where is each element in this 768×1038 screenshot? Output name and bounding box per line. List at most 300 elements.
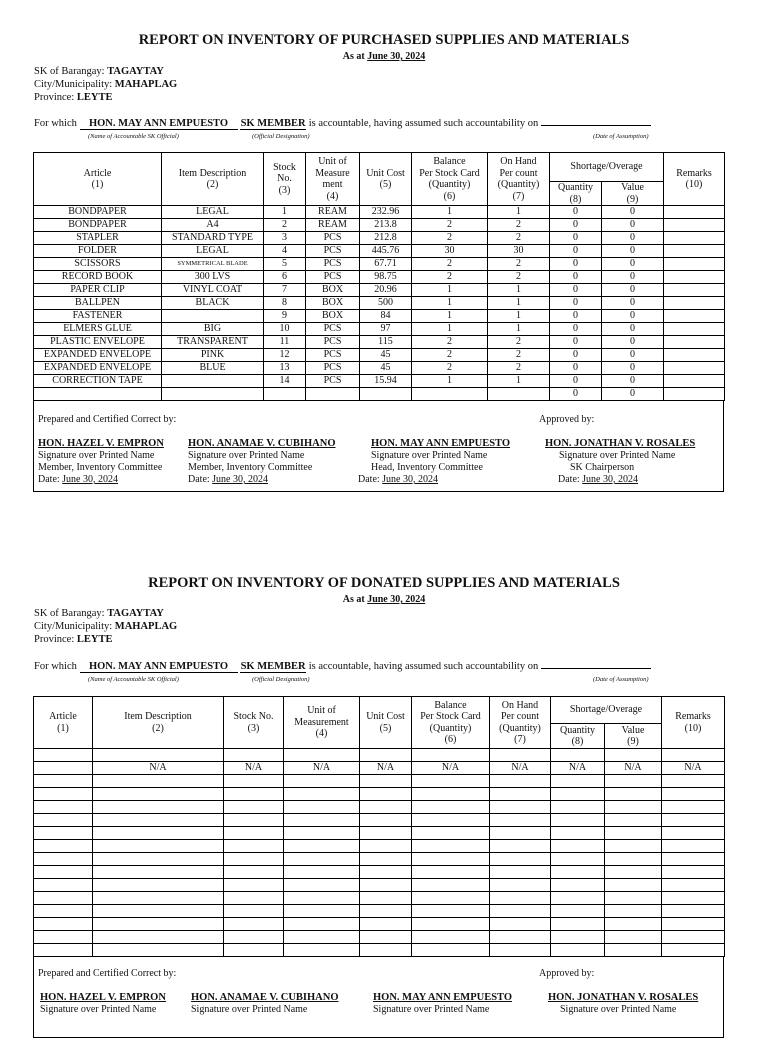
table-cell [605,866,662,879]
table-cell: PCS [306,232,360,245]
table-cell [284,853,360,866]
table-cell [551,840,605,853]
table-cell: 0 [602,323,664,336]
col-balance: Balance Per Stock Card (Quantity) (6) [412,153,488,206]
col-article: Article (1) [34,697,93,749]
table-cell [412,931,490,944]
table-cell [551,788,605,801]
table-cell: 5 [264,258,306,271]
table-cell: PINK [162,349,264,362]
table-cell [284,827,360,840]
table-cell: REAM [306,206,360,219]
table-cell [605,944,662,957]
donated-as-at: As at June 30, 2024 [342,594,426,605]
table-row [34,801,725,814]
table-cell: 84 [360,310,412,323]
table-cell: 2 [412,362,488,375]
table-cell [551,879,605,892]
table-cell [360,788,412,801]
table-cell: PCS [306,375,360,388]
table-cell [93,931,224,944]
table-cell [664,245,725,258]
table-cell [605,905,662,918]
table-row [34,362,725,375]
table-cell [34,840,93,853]
table-cell [162,310,264,323]
table-cell: 30 [488,245,550,258]
table-cell: A4 [162,219,264,232]
table-cell [93,840,224,853]
table-cell [93,814,224,827]
table-cell: 212.8 [360,232,412,245]
prepared-label: Prepared and Certified Correct by: [38,968,177,979]
table-cell: 1 [488,375,550,388]
table-row [34,219,725,232]
table-cell: 0 [602,245,664,258]
table-cell: 97 [360,323,412,336]
donated-signatory-1: HON. HAZEL V. EMPRON Signature over Printed Name [40,992,166,1015]
table-cell: BONDPAPER [34,219,162,232]
table-cell [412,918,490,931]
table-cell [664,271,725,284]
table-cell [490,905,551,918]
table-cell [664,232,725,245]
col-value: Value (9) [605,724,662,749]
table-cell: 45 [360,349,412,362]
col-remarks: Remarks (10) [662,697,725,749]
table-cell: 0 [550,258,602,271]
official-designation: SK MEMBER [240,118,306,129]
donated-location-info [34,607,177,646]
table-cell [664,336,725,349]
table-cell: 2 [488,349,550,362]
table-cell: N/A [551,762,605,775]
table-cell [605,840,662,853]
official-designation: SK MEMBER [240,661,306,672]
table-row [34,827,725,840]
table-cell: FOLDER [34,245,162,258]
table-cell: 0 [550,232,602,245]
caption-date: (Date of Assumption) [593,676,649,683]
table-cell [490,944,551,957]
table-cell: 1 [412,323,488,336]
table-cell: 2 [488,258,550,271]
table-cell: 13 [264,362,306,375]
table-cell [34,918,93,931]
table-cell: N/A [662,762,725,775]
table-cell [551,918,605,931]
table-cell [93,788,224,801]
table-cell [34,762,93,775]
table-cell [360,749,412,762]
table-row [34,840,725,853]
table-cell [551,749,605,762]
table-cell: 0 [602,375,664,388]
table-cell [34,749,93,762]
table-cell [224,905,284,918]
table-cell: 0 [550,219,602,232]
table-cell: 45 [360,362,412,375]
table-cell: 445.76 [360,245,412,258]
col-item-description: Item Description (2) [93,697,224,749]
table-cell: 0 [602,258,664,271]
table-cell: BOX [306,297,360,310]
table-cell: 2 [488,232,550,245]
table-cell: N/A [93,762,224,775]
table-cell [605,814,662,827]
table-cell: 0 [550,245,602,258]
col-shortage-overage: Shortage/Overage [551,697,662,724]
table-cell [224,892,284,905]
table-cell: PCS [306,362,360,375]
table-cell: 15.94 [360,375,412,388]
table-cell: REAM [306,219,360,232]
table-cell: 0 [602,206,664,219]
table-cell [412,788,490,801]
table-cell [551,931,605,944]
table-cell [412,944,490,957]
table-cell [551,866,605,879]
table-cell [412,879,490,892]
table-cell [490,814,551,827]
table-cell [412,749,490,762]
table-cell: 14 [264,375,306,388]
purchased-report-title: REPORT ON INVENTORY OF PURCHASED SUPPLIES AND MATERIALS [138,32,630,48]
table-cell [264,388,306,401]
col-quantity: Quantity (8) [551,724,605,749]
table-cell [551,853,605,866]
col-unit-cost: Unit Cost (5) [360,697,412,749]
table-cell [488,388,550,401]
table-cell: TRANSPARENT [162,336,264,349]
table-cell: 2 [264,219,306,232]
table-cell [284,866,360,879]
table-cell [162,375,264,388]
table-cell: BOX [306,284,360,297]
col-quantity: Quantity (8) [550,182,602,206]
purchased-inventory-table [33,152,725,401]
signatory-3: HON. MAY ANN EMPUESTO Signature over Printed Name Head, Inventory Committee Date: June 30, 2024 [358,438,511,485]
table-cell [34,931,93,944]
table-cell: EXPANDED ENVELOPE [34,349,162,362]
signatory-4: HON. JONATHAN V. ROSALES Signature over Printed Name SK Chairperson Date: June 30, 2024 [545,438,696,485]
table-cell: 0 [550,362,602,375]
table-cell [224,840,284,853]
table-cell [224,931,284,944]
table-cell: 0 [602,297,664,310]
table-cell [93,827,224,840]
table-cell: SYMMETRICAL BLADE [162,258,264,271]
caption-date: (Date of Assumption) [593,133,649,140]
table-cell [662,892,725,905]
table-cell: 0 [550,297,602,310]
table-cell [664,349,725,362]
table-cell [93,801,224,814]
table-cell: 0 [602,232,664,245]
table-cell: 500 [360,297,412,310]
col-article: Article (1) [34,153,162,206]
table-cell: 30 [412,245,488,258]
date-of-assumption-blank [541,668,651,669]
table-cell [551,905,605,918]
table-cell [662,931,725,944]
table-cell [490,931,551,944]
table-cell: 2 [488,362,550,375]
table-row [34,944,725,957]
signatory-1: HON. HAZEL V. EMPRON Signature over Printed Name Member, Inventory Committee Date: June 30, 2024 [38,438,164,485]
table-cell [605,827,662,840]
purchased-accountability-line: For which HON. MAY ANN EMPUESTO SK MEMBER is accountable, having assumed such accountability on [34,118,651,130]
table-cell: 115 [360,336,412,349]
caption-designation: (Official Designation) [252,676,310,683]
table-cell: PLASTIC ENVELOPE [34,336,162,349]
donated-report-title: REPORT ON INVENTORY OF DONATED SUPPLIES AND MATERIALS [148,575,620,591]
table-cell [34,905,93,918]
table-cell [490,749,551,762]
table-cell [412,814,490,827]
table-cell: RECORD BOOK [34,271,162,284]
table-cell [93,879,224,892]
table-cell [284,801,360,814]
table-cell [662,866,725,879]
table-cell [360,892,412,905]
table-cell [412,853,490,866]
table-cell: 2 [412,336,488,349]
table-cell [662,827,725,840]
table-row [34,866,725,879]
table-cell: 2 [412,232,488,245]
table-cell [490,879,551,892]
col-remarks: Remarks (10) [664,153,725,206]
table-cell [605,749,662,762]
table-cell [605,931,662,944]
table-cell [224,853,284,866]
table-cell [605,788,662,801]
table-row [34,879,725,892]
table-row [34,853,725,866]
table-cell [284,892,360,905]
table-cell: 1 [488,297,550,310]
table-cell [34,788,93,801]
table-cell: 2 [488,271,550,284]
table-cell [664,388,725,401]
table-cell: N/A [490,762,551,775]
table-cell [662,918,725,931]
table-cell [34,866,93,879]
table-cell: PAPER CLIP [34,284,162,297]
table-cell [224,944,284,957]
table-cell [662,814,725,827]
table-cell [662,775,725,788]
table-cell: 0 [602,284,664,297]
table-cell [412,905,490,918]
table-row [34,388,725,401]
table-cell: 2 [488,219,550,232]
table-row [34,349,725,362]
table-row [34,931,725,944]
table-cell: PCS [306,323,360,336]
table-row [34,206,725,219]
table-cell [664,297,725,310]
table-cell: 0 [602,219,664,232]
table-cell [93,892,224,905]
table-cell [284,775,360,788]
table-cell: 0 [550,271,602,284]
table-cell [490,840,551,853]
table-cell: 1 [488,206,550,219]
table-cell: STAPLER [34,232,162,245]
table-cell [360,827,412,840]
table-cell: 232.96 [360,206,412,219]
table-cell [360,879,412,892]
table-cell [284,905,360,918]
table-cell: N/A [224,762,284,775]
table-cell: 11 [264,336,306,349]
table-row [34,297,725,310]
table-row [34,323,725,336]
table-cell [664,219,725,232]
table-cell [490,775,551,788]
table-cell: PCS [306,336,360,349]
approved-label: Approved by: [539,968,595,979]
table-cell [360,905,412,918]
table-cell [224,788,284,801]
table-cell [224,775,284,788]
table-cell: 0 [602,271,664,284]
table-cell [360,931,412,944]
table-cell [284,814,360,827]
table-cell [605,879,662,892]
col-item-description: Item Description (2) [162,153,264,206]
table-cell [412,840,490,853]
table-cell [162,388,264,401]
table-cell: BONDPAPER [34,206,162,219]
table-cell [224,918,284,931]
sk-barangay-line: SK of Barangay: TAGAYTAY [34,608,164,619]
table-cell: 9 [264,310,306,323]
table-cell [605,892,662,905]
table-cell: ELMERS GLUE [34,323,162,336]
table-cell [412,775,490,788]
table-cell [662,944,725,957]
table-cell [34,944,93,957]
table-cell [224,749,284,762]
table-cell [224,827,284,840]
table-cell: 0 [550,336,602,349]
table-cell [34,827,93,840]
table-cell [664,375,725,388]
table-row [34,788,725,801]
table-cell [224,866,284,879]
table-cell [662,788,725,801]
table-cell: BALLPEN [34,297,162,310]
table-cell: 4 [264,245,306,258]
table-cell: PCS [306,271,360,284]
table-cell: 0 [550,310,602,323]
province-line: Province: LEYTE [34,634,113,645]
table-row [34,284,725,297]
table-cell [662,905,725,918]
table-cell [490,801,551,814]
table-cell [662,801,725,814]
table-cell: FASTENER [34,310,162,323]
table-cell [360,775,412,788]
table-cell [412,892,490,905]
approved-label: Approved by: [539,414,595,425]
table-cell [224,879,284,892]
table-cell [284,788,360,801]
table-cell [551,944,605,957]
donated-signatory-3: HON. MAY ANN EMPUESTO Signature over Printed Name [373,992,513,1015]
date-of-assumption-blank [541,125,651,126]
donated-accountability-line: For which HON. MAY ANN EMPUESTO SK MEMBER is accountable, having assumed such accountability on [34,661,651,673]
table-cell [605,853,662,866]
table-cell [360,801,412,814]
table-cell [34,775,93,788]
accountable-official-name: HON. MAY ANN EMPUESTO [80,661,238,673]
table-cell: SCISSORS [34,258,162,271]
table-cell: 0 [550,323,602,336]
table-cell: N/A [360,762,412,775]
sk-barangay-line: SK of Barangay: TAGAYTAY [34,66,164,77]
table-cell [664,284,725,297]
col-balance: Balance Per Stock Card (Quantity) (6) [412,697,490,749]
table-cell: 20.96 [360,284,412,297]
table-cell: VINYL COAT [162,284,264,297]
table-cell: 8 [264,297,306,310]
table-cell [360,853,412,866]
table-row [34,310,725,323]
donated-table-body [34,749,725,957]
table-cell [490,788,551,801]
table-cell [490,827,551,840]
table-cell: N/A [412,762,490,775]
col-unit-of-measurement: Unit of Measurement (4) [284,697,360,749]
table-cell: 0 [602,349,664,362]
table-row [34,892,725,905]
col-value: Value (9) [602,182,664,206]
table-cell: PCS [306,245,360,258]
table-cell [284,749,360,762]
table-cell [34,879,93,892]
table-cell: 300 LVS [162,271,264,284]
donated-signatory-2: HON. ANAMAE V. CUBIHANO Signature over Printed Name [191,992,339,1015]
table-cell [93,866,224,879]
table-cell: CORRECTION TAPE [34,375,162,388]
table-cell: 1 [412,297,488,310]
table-cell [34,892,93,905]
table-row [34,905,725,918]
table-cell: N/A [605,762,662,775]
table-cell: 213.8 [360,219,412,232]
signatory-2: HON. ANAMAE V. CUBIHANO Signature over Printed Name Member, Inventory Committee Date: June 30, 2024 [188,438,336,485]
table-cell: 1 [488,310,550,323]
table-cell: 67.71 [360,258,412,271]
prepared-label: Prepared and Certified Correct by: [38,414,177,425]
table-cell: 98.75 [360,271,412,284]
table-cell [605,801,662,814]
caption-name: (Name of Accountable SK Official) [88,676,179,683]
col-shortage-overage: Shortage/Overage [550,153,664,182]
table-cell [664,206,725,219]
table-cell [664,258,725,271]
city-line: City/Municipality: MAHAPLAG [34,621,178,632]
col-on-hand: On Hand Per count (Quantity) (7) [488,153,550,206]
table-cell [662,840,725,853]
province-line: Province: LEYTE [34,92,113,103]
col-unit-cost: Unit Cost (5) [360,153,412,206]
table-cell [34,801,93,814]
